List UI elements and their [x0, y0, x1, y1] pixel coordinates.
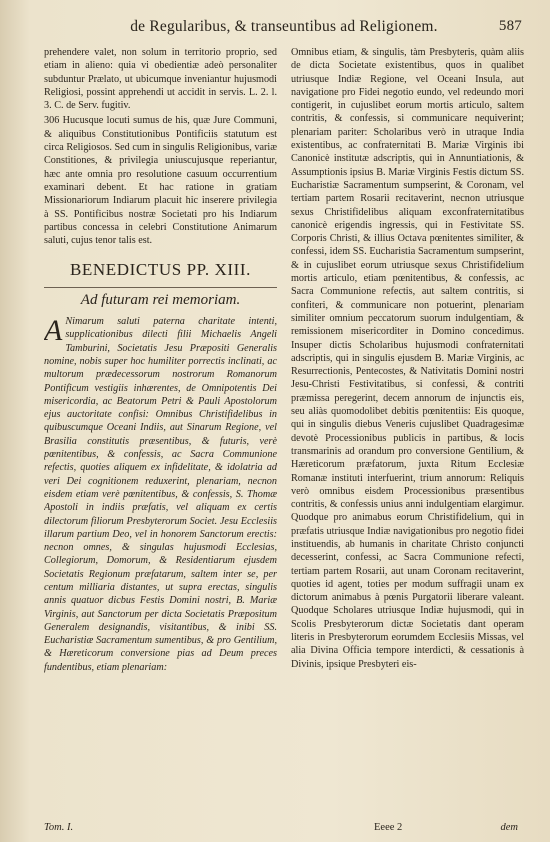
document-heading: BENEDICTUS PP. XIII.: [69, 260, 252, 280]
right-column: [291, 46, 524, 826]
paragraph-number: 306: [44, 115, 60, 127]
volume-mark: Tom. I.: [44, 822, 74, 833]
text-columns: [44, 46, 524, 826]
running-title: de Regularibus, & transeuntibus ad Religionem.: [130, 18, 438, 35]
page-number: 587: [498, 18, 522, 34]
document-subheading: Ad futuram rei memoriam.: [80, 291, 241, 308]
bull-body-left: Nimarum saluti paterna charitate intenti, supplicationibus dilecti filii Michaelis Angeli Tamburini, Societatis Jesu Præpositi Generalis nomine, nobis super hoc humiliter porrectis inclinati, ac multorum prædecessorum nostrorum Romanorum Pontificum vestigiis inhærentes, de Omnipotentis Dei misericordia, ac Beatorum Petri & Pauli Apostolorum ejus auctoritate confisi: Omnibus Christifidelibus in quibuscumque Oceani Indiis, aut Sinarum Regione, vel Brasilia constitutis præsentibus, & futuris, verè pœnitentibus, & confessis, ac Sacra Communione refectis, quoties aliquem ex infidelitate, & idolatria ad veri Dei cognitionem reduxerint, plenariam, necnon eisdem etiam verè pœnitentibus, & confessis, S. Thomæ Apostoli in indiis præfatis, vel aliquam ex certis dilectorum filiorum Presbyterorum Societ. Jesu Ecclesiis illarum partium Deo, vel in honorem Sanctorum erectis: necnon omnes, & singulas hujusmodi Ecclesias, Collegiorum, Domorum, & Residentiarum ejusdem Societatis Regionum præfatarum, saltem inter se, per centum milliaria distantes, ut supra erectas, singulis annis quatuor dicbus Festis Domini nostri, B. Mariæ Virginis, aut Sanctorum per dicta Societatis Præpositum Generalem designandis, visitantibus, & inibi SS. Eucharistiæ Sacramentum sumentibus, & pro Gentilium, & Hæreticorum conversione pias ad Deum preces fundentibus, etiam plenariam:: [44, 316, 277, 673]
paragraph-continuation: prehendere valet, non solum in territorio proprio, sed etiam in alieno: quia vi obedientiæ adeò personaliter subduntur Prælato, ut ubicumque inveniantur hujusmodi Religiosi, possint apprehendi ut accidit in servis. L. 2. l. 3. C. de Serv. fugitiv.: [44, 47, 277, 112]
bull-body-right: Omnibus etiam, & singulis, tàm Presbyteris, quàm aliis de dicta Societate existentibus, quos in qualibet utriusque Indiæ Regione, vel Oceani Insula, aut navigatione pro Fidei negotio eundo, vel redeundo mori contigerit, in cujuslibet eorum mortis articulo, saltem contritis, & confessis, si communicare nequiverint; plenariam pariter: Scholaribus verò in utraque India existentibus, ac confraternitati B. Mariæ Virginis ibi Canonicè institutæ adscriptis, qui in Annuntiationis, & Assumptionis ipsius B. Mariæ Virginis Festis dictum SS. Eucharistiæ Sacramentum sumpserint, & Coronam, vel tertiam partem Rosarii recitaverint, necnon utriusque sexus Christifidelibus aliquam exconfraternitatibus canonicè erigendis ingressis, qui in Festivitate SS. Corporis Christi, & illius Octava pœnitentes similiter, & confessi, idem SS. Eucharistia Sacramentum sumpserint, & in cujuslibet eorum utriusque sexus Christifidelium mortis articulo, etiam pœnitentibus, & confessis, ac Sacra Communione refectis, aut saltem contritis, si confiteri, & communicare non potuerint, plenariam similiter omnium peccatorum suorum indulgentiam, & remissionem misericorditer in Domino concedimus. Insuper dictis Scholaribus hujusmodi confraternitati adscriptis, qui in singulis ejusdem B. Mariæ Virginis, ac Resurrectionis, Pentecostes, & Nativitatis Domini nostri Jesu-Christi Festivitatibus, si confessi, & contriti præmissa peregerint, decem annorum de injunctis eis, seu aliàs quomodolibet debitis pœnitentiis: Eis quoque, qui in singulis diebus Veneris cujuslibet Quadragesimæ devotè Processionibus publicis in partibus, & locis transmarinis ad orandum pro conversione Gentilium, & Hæreticorum præfatorum, juxta Ritum Ecclesiæ Romanæ instituti interfuerint, trium annorum: Reliquis verò omnibus eisdem Processionibus præsentibus contritis, & confessis unius anni indulgentiam elargimur. Quodque pro animabus eorum Christifidelium, qui in præfatis utriusque Indiæ navigationibus pro negotio fidei instituendis, ab humanis in charitate Christo conjuncti decesserint, confessi, ac Sacra Communione refecti, tertiam partem Rosarii, aut unam Coronam recitaverint, quoties id agent, toties per modum suffragii unam ex dictorum animabus à pœnis Purgatorii liberare valeant. Quodque Scholares utriusque Indiæ hujusmodi, qui in Scolis Presbyterorum dictæ Societatis dant operam literis in Presbyterorum eorumdem Ecclesiis Missas, vel alia Divina Officia tempore interdicti, & cessationis à Divinis, ipsique Presbyteri eis-: [291, 47, 524, 670]
left-column: [44, 46, 277, 826]
page-footer: [44, 822, 524, 836]
drop-cap: A: [44, 314, 63, 348]
paragraph-306: [44, 114, 277, 247]
catchword: dem: [500, 822, 518, 833]
paragraph-text: Hucusque locuti sumus de his, quæ Jure Communi, & aliquibus Constitutionibus Pontificiis statutum est circa Religiosos. Sed cum in singulis Religionibus, variæ Constitiones, & privilegia uniuscujusque reperiantur, hæc ante omnia pro resolutione casuum occurrentium examinari debent. Et hac ratione in gratiam Missionariorum Indiarum placuit hic inserere privilegia à SS. Pontificibus nostræ Societati pro his Indiarum partibus concessa in celebri Constitutione Animarum saluti, cujus tenor talis est.: [44, 115, 277, 247]
running-head: [44, 18, 524, 40]
bull-text-start: [44, 315, 277, 674]
heading-rule: [44, 287, 277, 288]
signature-mark: Eeee 2: [374, 822, 403, 833]
